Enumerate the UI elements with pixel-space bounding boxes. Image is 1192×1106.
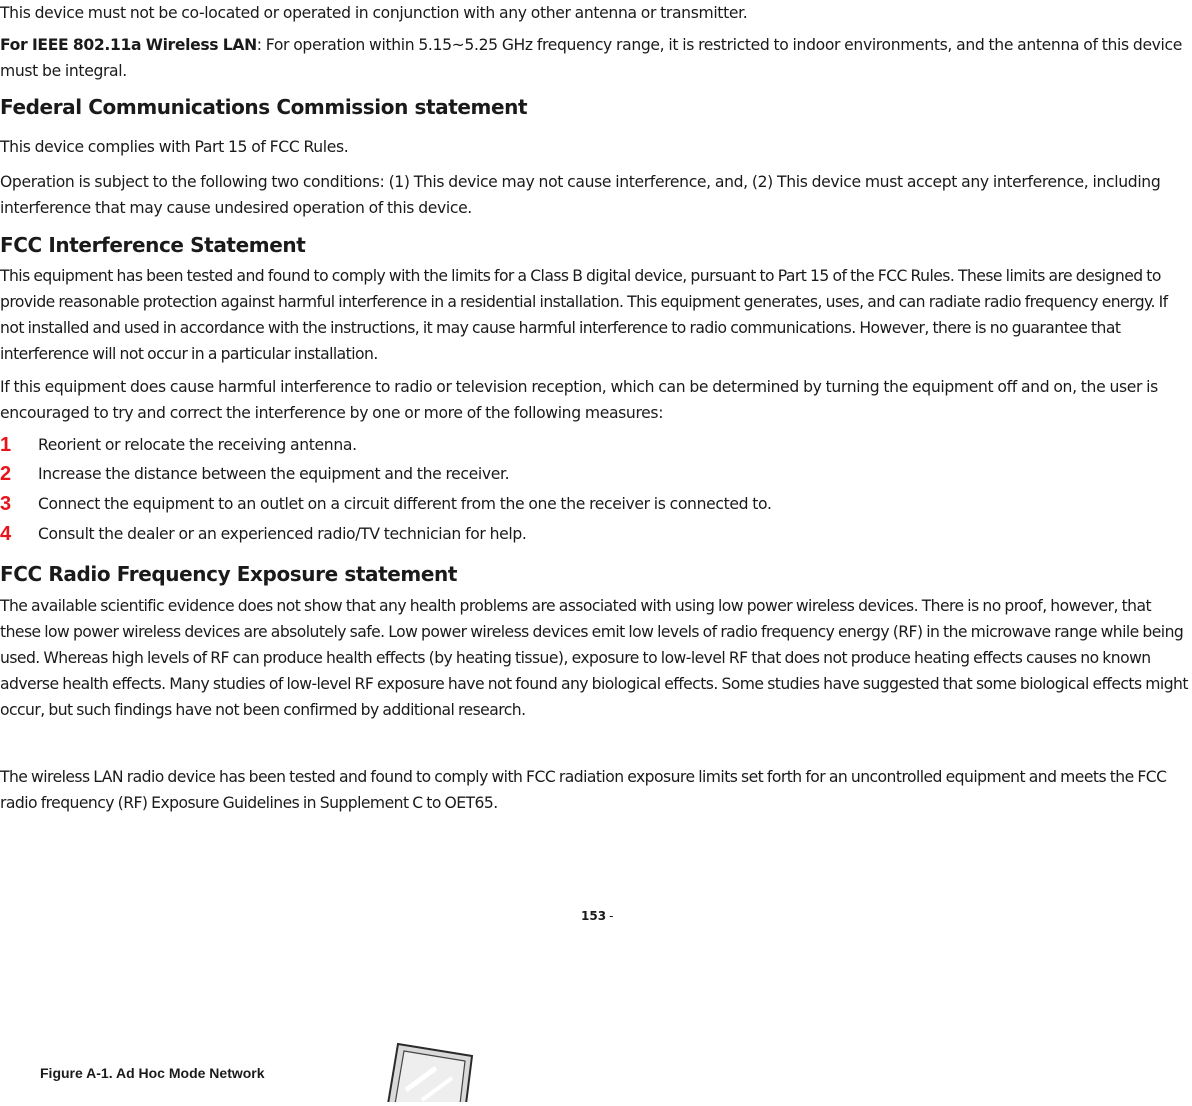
fcc-statement-heading: Federal Communications Commission statement — [0, 95, 528, 119]
ieee-paragraph — [0, 32, 1192, 84]
interference-paragraph: This equipment has been tested and found to comply with the limits for a Class B digital device, pursuant to Part 15 of the FCC Rules. These limits are designed to provide reasonable protection against harmful interference in a residential installation. This equipment generates, uses, and can radiate radio frequency energy. If not installed and used in accordance with the instructions, it may cause harmful interference to radio communications. However, there is no guarantee that interference will not occur in a particular installation. — [0, 267, 1168, 363]
list-item-text: Consult the dealer or an experienced radio/TV technician for help. — [38, 525, 527, 543]
list-item-number: 3 — [0, 493, 12, 515]
list-item-number: 2 — [0, 463, 12, 485]
rf-compliance-paragraph: The wireless LAN radio device has been tested and found to comply with FCC radiation exposure limits set forth for an uncontrolled equipment and meets the FCC radio frequency (RF) Exposure Guidelines in Supplement C to OET65. — [0, 768, 1167, 812]
list-item — [0, 521, 1192, 547]
ieee-text: : For operation within 5.15~5.25 GHz frequency range, it is restricted to indoor environments, and the antenna of this device must be integral. — [0, 36, 1183, 80]
colocation-paragraph: This device must not be co-located or operated in conjunction with any other antenna or transmitter. — [0, 4, 748, 22]
fcc-part15-paragraph: This device complies with Part 15 of FCC Rules. — [0, 138, 349, 156]
list-item-text: Reorient or relocate the receiving antenna. — [38, 436, 357, 454]
page-number — [581, 907, 613, 925]
list-item-number: 1 — [0, 434, 12, 456]
list-item — [0, 461, 1192, 487]
rf-exposure-heading: FCC Radio Frequency Exposure statement — [0, 562, 458, 586]
laptop-screen-icon — [386, 1042, 478, 1102]
list-item-number: 4 — [0, 523, 12, 545]
page-number-value: 153 — [581, 909, 607, 923]
list-item — [0, 432, 1192, 458]
rf-evidence-paragraph: The available scientific evidence does not show that any health problems are associated with using low power wireless devices. There is no proof, however, that these low power wireless devices are absolutely safe. Low power wireless devices emit low levels of radio frequency energy (RF) in the microwave range while being used. Whereas high levels of RF can produce health effects (by heating tissue), exposure to low-level RF that does not produce heating effects causes no known adverse health effects. Many studies of low-level RF exposure have not found any biological effects. Some studies have suggested that some biological effects might occur, but such findings have not been confirmed by additional research. — [0, 597, 1188, 719]
figure-caption: Figure A-1. Ad Hoc Mode Network — [40, 1065, 265, 1081]
list-item-text: Connect the equipment to an outlet on a circuit different from the one the receiver is connected to. — [38, 495, 772, 513]
list-item — [0, 491, 1192, 517]
fcc-conditions-paragraph: Operation is subject to the following two conditions: (1) This device may not cause interference, and, (2) This device must accept any interference, including interference that may cause undesired operation of this device. — [0, 173, 1161, 217]
interference-heading: FCC Interference Statement — [0, 233, 306, 257]
page-number-dash: - — [609, 909, 614, 923]
list-item-text: Increase the distance between the equipment and the receiver. — [38, 465, 510, 483]
ieee-lead: For IEEE 802.11a Wireless LAN — [0, 36, 257, 54]
measures-paragraph: If this equipment does cause harmful interference to radio or television reception, which can be determined by turning the equipment off and on, the user is encouraged to try and correct the interference by one or more of the following measures: — [0, 378, 1158, 422]
